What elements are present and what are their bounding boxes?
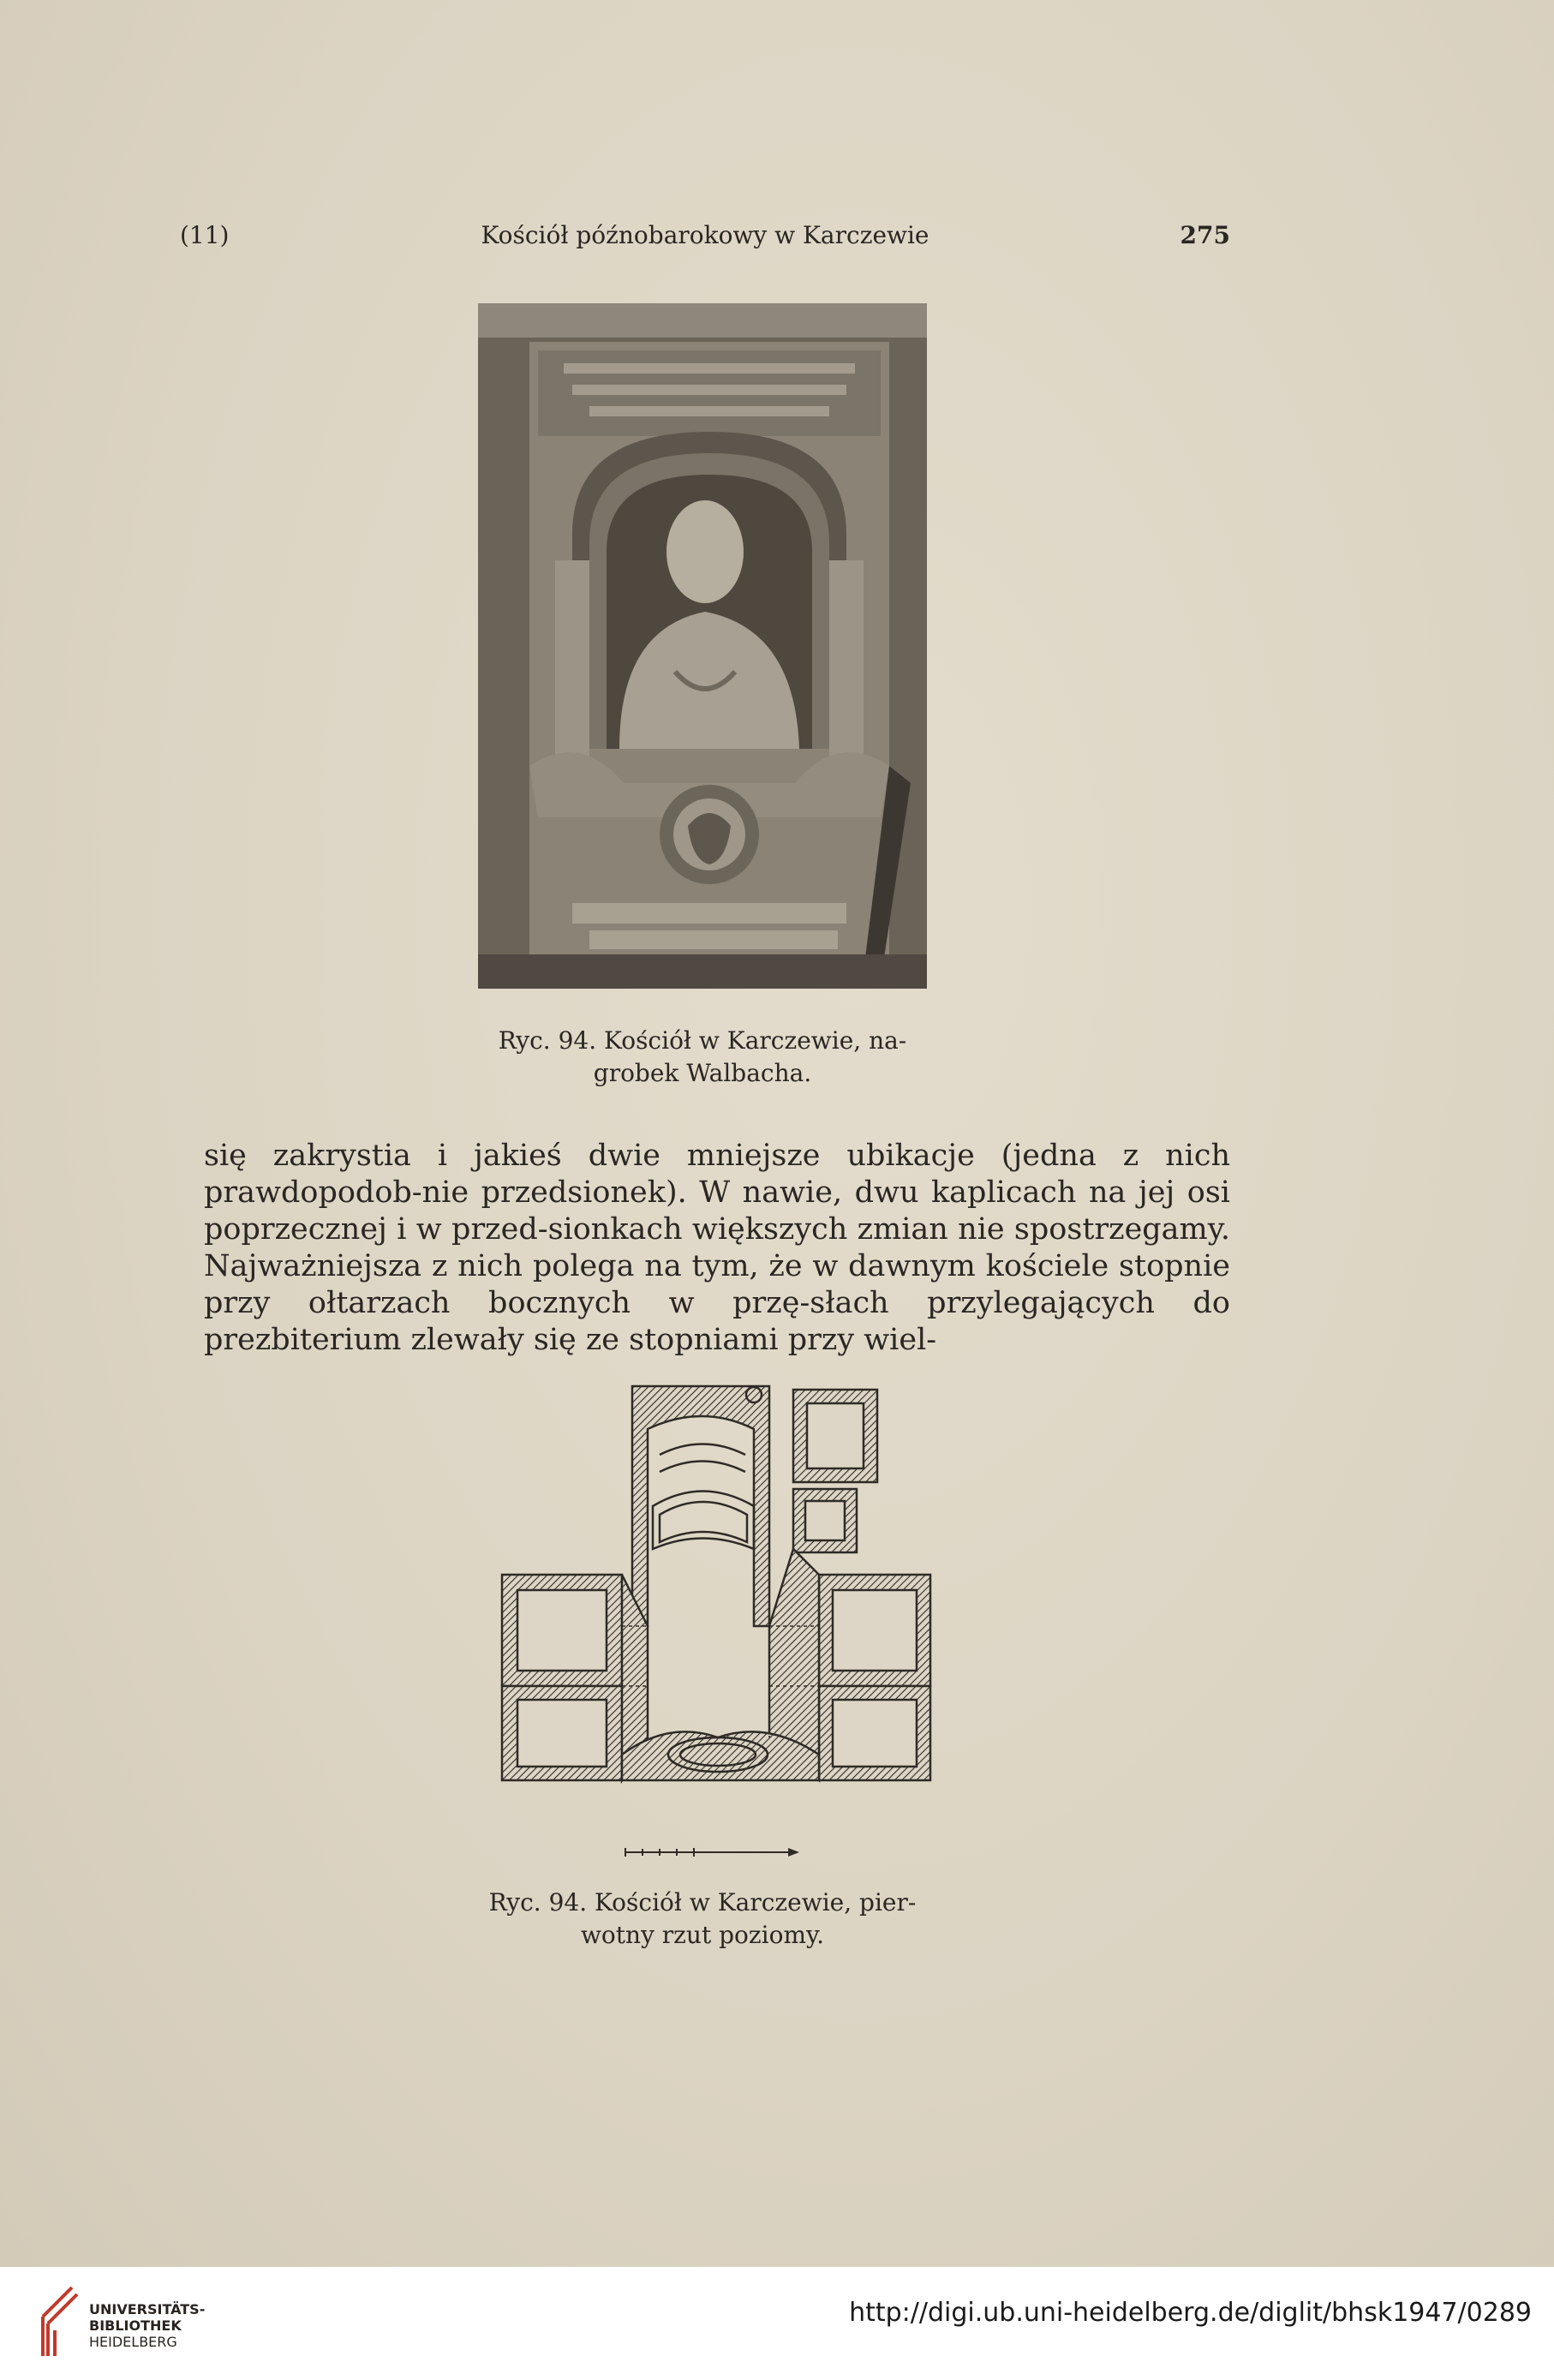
permalink-url[interactable]: http://digi.ub.uni-heidelberg.de/diglit/bhsk1947/0289 (849, 2298, 1532, 2328)
running-header (180, 221, 1230, 255)
body-text: się zakrystia i jakieś dwie mniejsze ubikacje (jedna z nich prawdopodob-nie przedsionek). W nawie, dwu kaplicach na jej osi poprzecznej i w przed-sionkach większych zmian nie spostrzegamy. Najważniejsza z nich polega na tym, że w dawnym kościele stopnie przy ołtarzach bocznych w przę-słach przylegających do prezbiterium zlewały się ze stopniami przy wiel- (204, 1139, 1230, 1357)
library-name (89, 2301, 205, 2350)
library-name-line-2: BIBLIOTHEK (89, 2317, 182, 2334)
tombstone-photo (478, 303, 927, 989)
figure-caption-1 (411, 1025, 994, 1090)
section-number: (11) (180, 221, 230, 249)
body-paragraph (204, 1138, 1230, 1359)
library-name-line-1: UNIVERSITÄTS- (89, 2301, 206, 2317)
caption-2-line-1: Ryc. 94. Kościół w Karczewie, pier- (488, 1888, 917, 1917)
page-number: 275 (1180, 221, 1230, 249)
library-name-line-3: HEIDELBERG (89, 2334, 177, 2350)
scale-bar (624, 1844, 802, 1861)
viewer-footer (0, 2267, 1554, 2380)
floor-plan-drawing (497, 1378, 934, 1785)
caption-1-line-1: Ryc. 94. Kościół w Karczewie, na- (498, 1026, 907, 1055)
university-library-logo-icon (34, 2282, 84, 2361)
page-title: Kościół późnobarokowy w Karczewie (481, 221, 929, 249)
tombstone-illustration (478, 303, 927, 989)
caption-2-line-2: wotny rzut poziomy. (580, 1921, 825, 1949)
figure-caption-2 (411, 1887, 994, 1952)
caption-1-line-2: grobek Walbacha. (593, 1059, 812, 1087)
